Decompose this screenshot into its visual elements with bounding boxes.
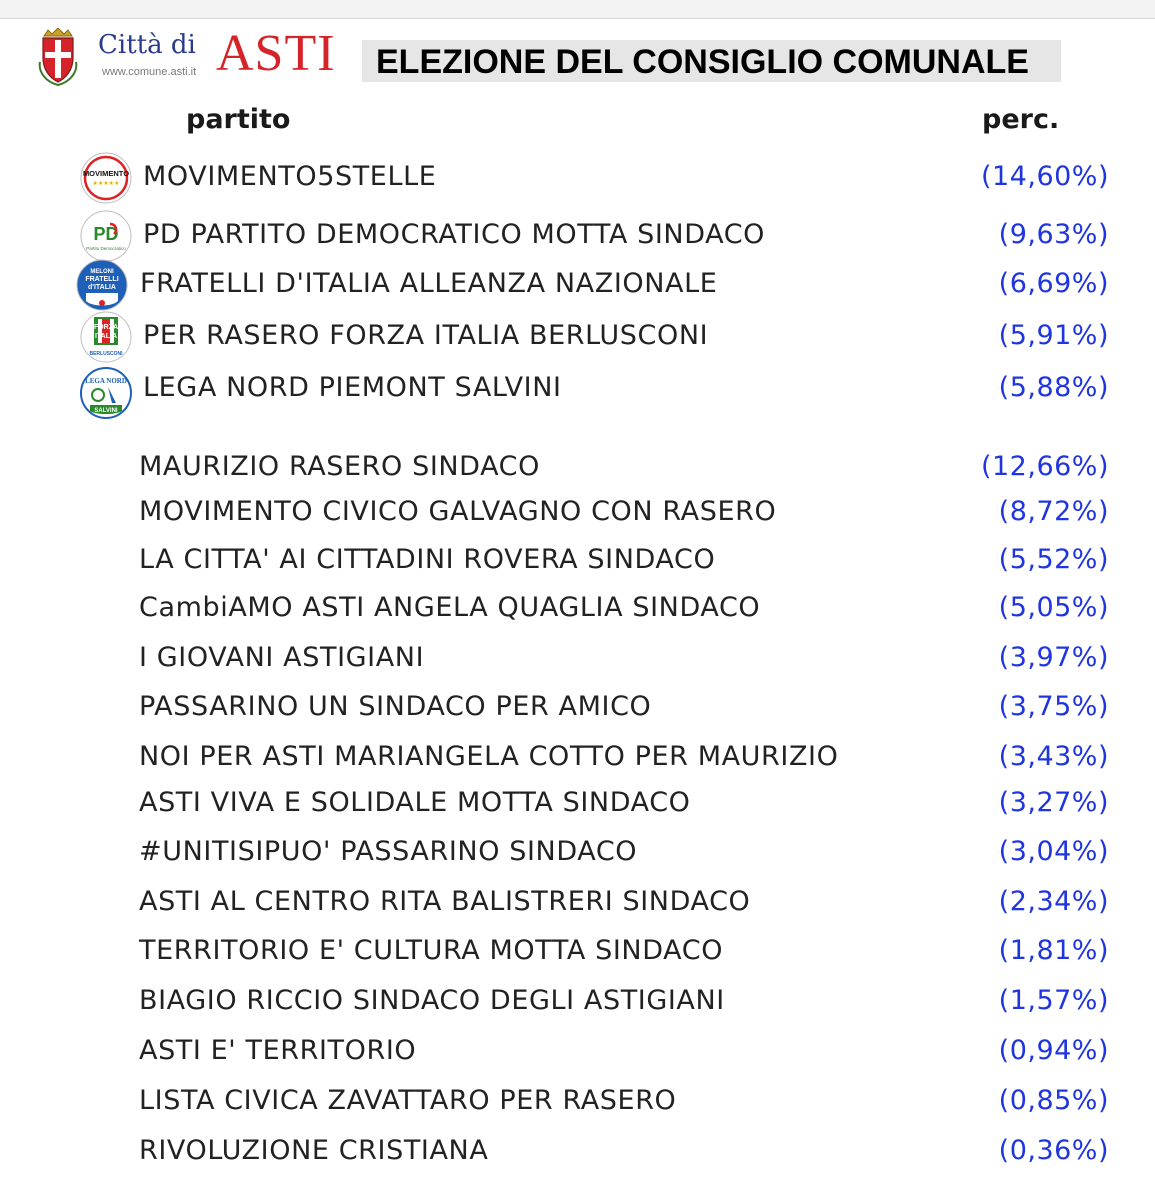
- m5s-logo-text: MOVIMENTO: [82, 169, 130, 178]
- party-row: [0, 1080, 1155, 1126]
- fi-logo-text-1: FORZA: [93, 324, 119, 331]
- party-percent: (1,81%): [998, 935, 1109, 966]
- party-percent: (5,52%): [998, 544, 1109, 575]
- forza-italia-logo-icon: [80, 311, 132, 363]
- fdi-logo-text-1: MELONI: [90, 269, 114, 275]
- party-row: [0, 637, 1155, 683]
- party-percent: (3,04%): [998, 836, 1109, 867]
- party-row: [0, 315, 1155, 361]
- party-percent: (3,43%): [998, 741, 1109, 772]
- party-percent: (0,85%): [998, 1085, 1109, 1116]
- party-row: [0, 736, 1155, 782]
- lega-logo-text-2: SALVINI: [94, 408, 118, 414]
- party-row: [0, 1130, 1155, 1176]
- party-name: MOVIMENTO CIVICO GALVAGNO CON RASERO: [139, 496, 777, 527]
- party-row: [0, 686, 1155, 732]
- party-name: FRATELLI D'ITALIA ALLEANZA NAZIONALE: [140, 268, 718, 299]
- party-name: ASTI VIVA E SOLIDALE MOTTA SINDACO: [139, 787, 691, 818]
- party-row: [0, 980, 1155, 1026]
- lega-logo-text-1: LEGA NORD: [85, 377, 127, 385]
- party-name: CambiAMO ASTI ANGELA QUAGLIA SINDACO: [139, 592, 761, 623]
- party-percent: (0,94%): [998, 1035, 1109, 1066]
- party-percent: (0,36%): [998, 1135, 1109, 1166]
- party-name: NOI PER ASTI MARIANGELA COTTO PER MAURIZIO: [139, 741, 839, 772]
- pd-logo-subtext: Partito Democratico: [86, 246, 126, 251]
- party-name: PD PARTITO DEMOCRATICO MOTTA SINDACO: [143, 219, 766, 250]
- party-row: [0, 587, 1155, 633]
- party-percent: (3,75%): [998, 691, 1109, 722]
- party-row: [0, 782, 1155, 828]
- m5s-logo-icon: [80, 152, 132, 204]
- brand-website: www.comune.asti.it: [102, 66, 197, 78]
- party-percent: (12,66%): [980, 451, 1109, 482]
- asti-crest-icon: [38, 28, 78, 86]
- party-percent: (5,91%): [998, 320, 1109, 351]
- party-percent: (5,05%): [998, 592, 1109, 623]
- party-name: TERRITORIO E' CULTURA MOTTA SINDACO: [139, 935, 724, 966]
- party-row: [0, 446, 1155, 492]
- party-row: [0, 881, 1155, 927]
- party-name: ASTI AL CENTRO RITA BALISTRERI SINDACO: [139, 886, 751, 917]
- party-name: MAURIZIO RASERO SINDACO: [139, 451, 540, 482]
- party-row: [0, 1030, 1155, 1076]
- party-name: MOVIMENTO5STELLE: [143, 161, 437, 192]
- party-percent: (1,57%): [998, 985, 1109, 1016]
- party-name: #UNITISIPUO' PASSARINO SINDACO: [139, 836, 638, 867]
- lega-logo-icon: [80, 367, 132, 419]
- party-percent: (5,88%): [998, 372, 1109, 403]
- party-name: RIVOLUZIONE CRISTIANA: [139, 1135, 489, 1166]
- city-brand[interactable]: [98, 25, 338, 86]
- fi-logo-text-2: ITALIA: [94, 333, 118, 340]
- column-header-party: partito: [186, 104, 291, 135]
- party-row: [0, 831, 1155, 877]
- party-row: [0, 539, 1155, 585]
- party-name: I GIOVANI ASTIGIANI: [139, 642, 425, 673]
- party-name: PASSARINO UN SINDACO PER AMICO: [139, 691, 652, 722]
- party-row: [0, 156, 1155, 202]
- party-percent: (3,27%): [998, 787, 1109, 818]
- pd-logo-icon: [80, 210, 132, 262]
- party-percent: (3,97%): [998, 642, 1109, 673]
- party-percent: (9,63%): [998, 219, 1109, 250]
- fdi-logo-text-3: d'ITALIA: [88, 284, 116, 291]
- brand-city-prefix: Città di: [98, 30, 196, 60]
- party-percent: (2,34%): [998, 886, 1109, 917]
- party-row: [0, 367, 1155, 413]
- party-percent: (6,69%): [998, 268, 1109, 299]
- party-row: [0, 491, 1155, 537]
- fdi-logo-icon: [76, 259, 128, 311]
- party-name: PER RASERO FORZA ITALIA BERLUSCONI: [143, 320, 709, 351]
- page-title: ELEZIONE DEL CONSIGLIO COMUNALE: [376, 43, 1029, 81]
- party-row: [0, 214, 1155, 260]
- page-title-box: [362, 40, 1061, 82]
- browser-top-strip: [0, 0, 1155, 19]
- party-percent: (8,72%): [998, 496, 1109, 527]
- party-name: LISTA CIVICA ZAVATTARO PER RASERO: [139, 1085, 677, 1116]
- party-row: [0, 930, 1155, 976]
- party-name: ASTI E' TERRITORIO: [139, 1035, 417, 1066]
- fdi-logo-text-2: FRATELLI: [85, 276, 119, 283]
- m5s-logo-stars: ★★★★★: [92, 180, 120, 187]
- pd-logo-text: PD: [93, 224, 119, 244]
- brand-city-name: ASTI: [216, 25, 336, 82]
- party-row: [0, 263, 1155, 309]
- party-name: BIAGIO RICCIO SINDACO DEGLI ASTIGIANI: [139, 985, 725, 1016]
- column-header-percent: perc.: [982, 104, 1060, 135]
- party-percent: (14,60%): [980, 161, 1109, 192]
- fi-logo-text-3: BERLUSCONI: [89, 351, 123, 357]
- party-name: LEGA NORD PIEMONT SALVINI: [143, 372, 562, 403]
- party-name: LA CITTA' AI CITTADINI ROVERA SINDACO: [139, 544, 716, 575]
